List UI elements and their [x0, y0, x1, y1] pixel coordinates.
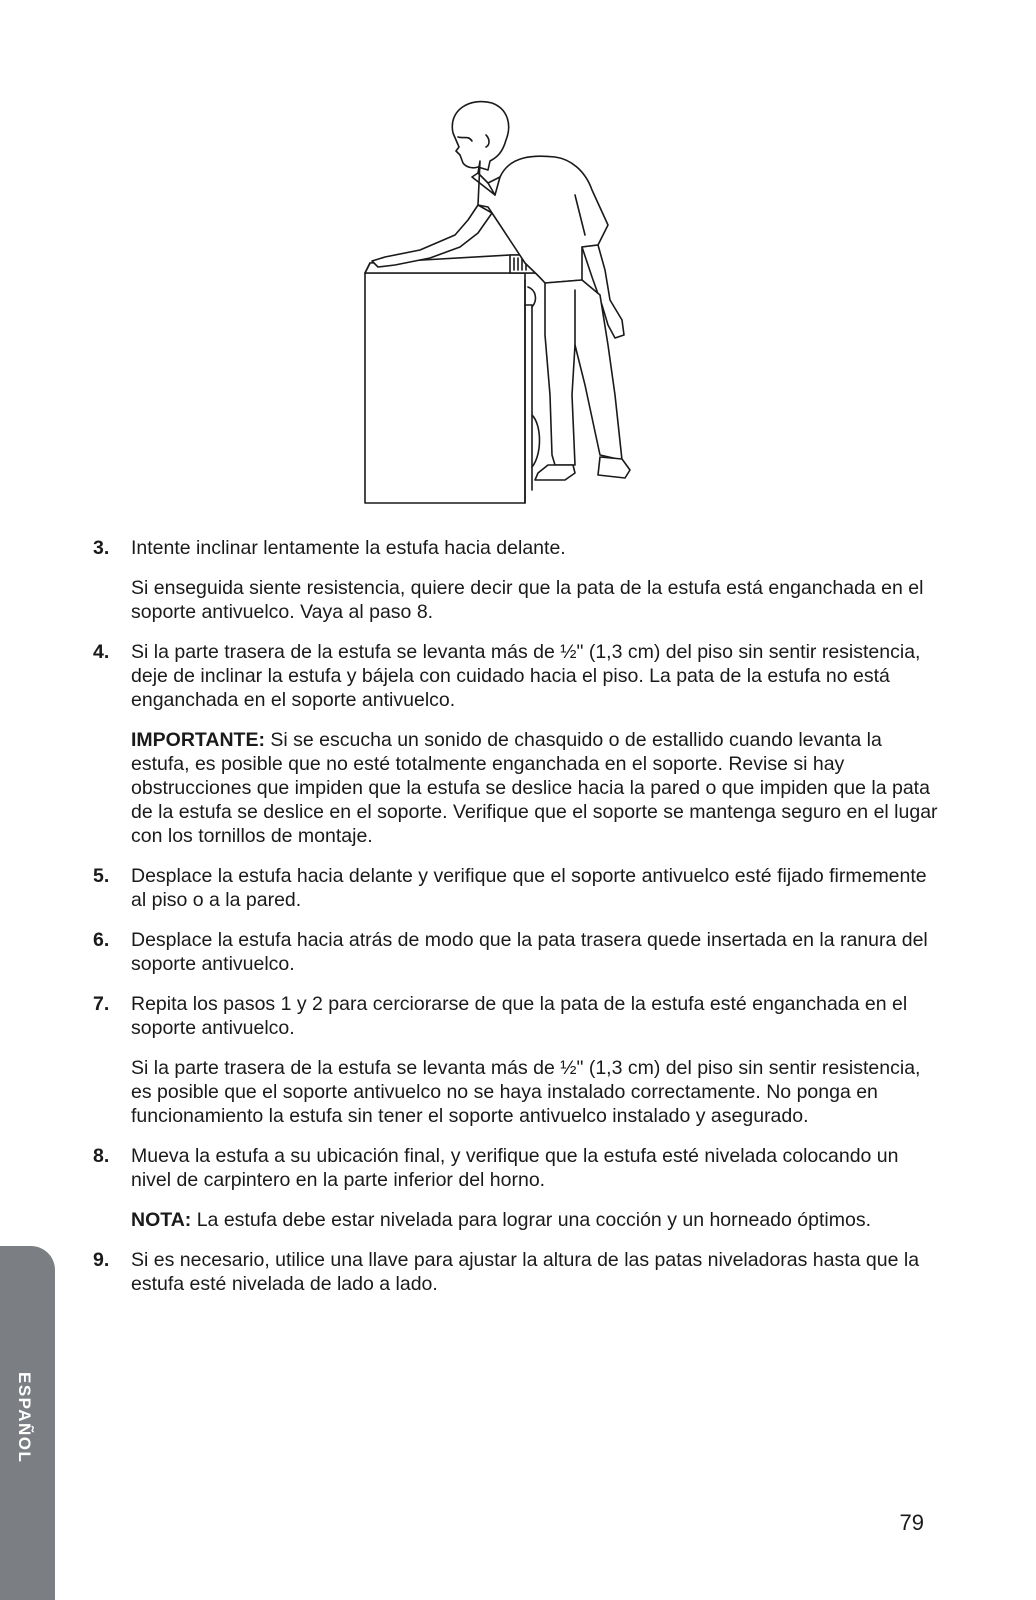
step-paragraph	[131, 1208, 943, 1232]
step-paragraph	[131, 864, 943, 912]
paragraph-text: La estufa debe estar nivelada para lograr una cocción y un horneado óptimos.	[191, 1209, 871, 1231]
step-item	[93, 864, 943, 912]
step-number: 3.	[93, 537, 110, 559]
paragraph-text: Repita los pasos 1 y 2 para cerciorarse de que la pata de la estufa esté enganchada en el soporte antivuelco.	[131, 993, 908, 1039]
step-number: 9.	[93, 1249, 110, 1271]
step-paragraph	[131, 640, 943, 712]
step-number: 5.	[93, 865, 110, 887]
step-paragraph	[131, 1056, 943, 1128]
step-item	[93, 640, 943, 848]
steps-list	[93, 536, 943, 1312]
step-paragraph	[131, 576, 943, 624]
step-paragraph	[131, 728, 943, 848]
paragraph-text: Intente inclinar lentamente la estufa hacia delante.	[131, 537, 566, 559]
step-paragraph	[131, 536, 943, 560]
step-paragraph	[131, 928, 943, 976]
step-paragraph	[131, 1248, 943, 1296]
person-tilting-range-illustration	[360, 95, 660, 520]
paragraph-text: Desplace la estufa hacia delante y verifique que el soporte antivuelco esté fijado firmemente al piso o a la pared.	[131, 865, 927, 911]
step-item	[93, 992, 943, 1128]
paragraph-lead: IMPORTANTE:	[131, 729, 265, 751]
paragraph-text: Mueva la estufa a su ubicación final, y verifique que la estufa esté nivelada colocando un nivel de carpintero en la parte inferior del horno.	[131, 1145, 899, 1191]
step-paragraph	[131, 1144, 943, 1192]
paragraph-text: Si es necesario, utilice una llave para ajustar la altura de las patas niveladoras hasta que la estufa esté nivelada de lado a lado.	[131, 1249, 920, 1295]
step-number: 8.	[93, 1145, 110, 1167]
page-number: 79	[899, 1510, 924, 1535]
paragraph-text: Si se escucha un sonido de chasquido o de estallido cuando levanta la estufa, es posible que no esté totalmente enganchada en el soporte. Revise si hay obstrucciones que impiden que la estufa se deslice hacia la pared o que impiden que la pata de la estufa se deslice en el soporte. Verifique que el soporte se mantenga seguro en el lugar con los tornillos de montaje.	[131, 729, 938, 847]
paragraph-text: Si enseguida siente resistencia, quiere decir que la pata de la estufa está enganchada en el soporte antivuelco. Vaya al paso 8.	[131, 577, 924, 623]
paragraph-text: Si la parte trasera de la estufa se levanta más de ½" (1,3 cm) del piso sin sentir resistencia, es posible que el soporte antivuelco no se haya instalado correctamente. No ponga en funcionamiento la estufa sin tener el soporte antivuelco instalado y asegurado.	[131, 1057, 921, 1127]
paragraph-text: Si la parte trasera de la estufa se levanta más de ½" (1,3 cm) del piso sin sentir resistencia, deje de inclinar la estufa y bájela con cuidado hacia el piso. La pata de la estufa no está enganchada en el soporte antivuelco.	[131, 641, 921, 711]
side-tab-label: ESPAÑOL	[15, 1372, 34, 1464]
paragraph-lead: NOTA:	[131, 1209, 192, 1231]
step-number: 6.	[93, 929, 110, 951]
step-item	[93, 536, 943, 624]
step-item	[93, 1144, 943, 1232]
paragraph-text: Desplace la estufa hacia atrás de modo que la pata trasera quede insertada en la ranura del soporte antivuelco.	[131, 929, 928, 975]
step-item	[93, 928, 943, 976]
step-item	[93, 1248, 943, 1296]
step-number: 4.	[93, 641, 110, 663]
step-paragraph	[131, 992, 943, 1040]
step-number: 7.	[93, 993, 110, 1015]
